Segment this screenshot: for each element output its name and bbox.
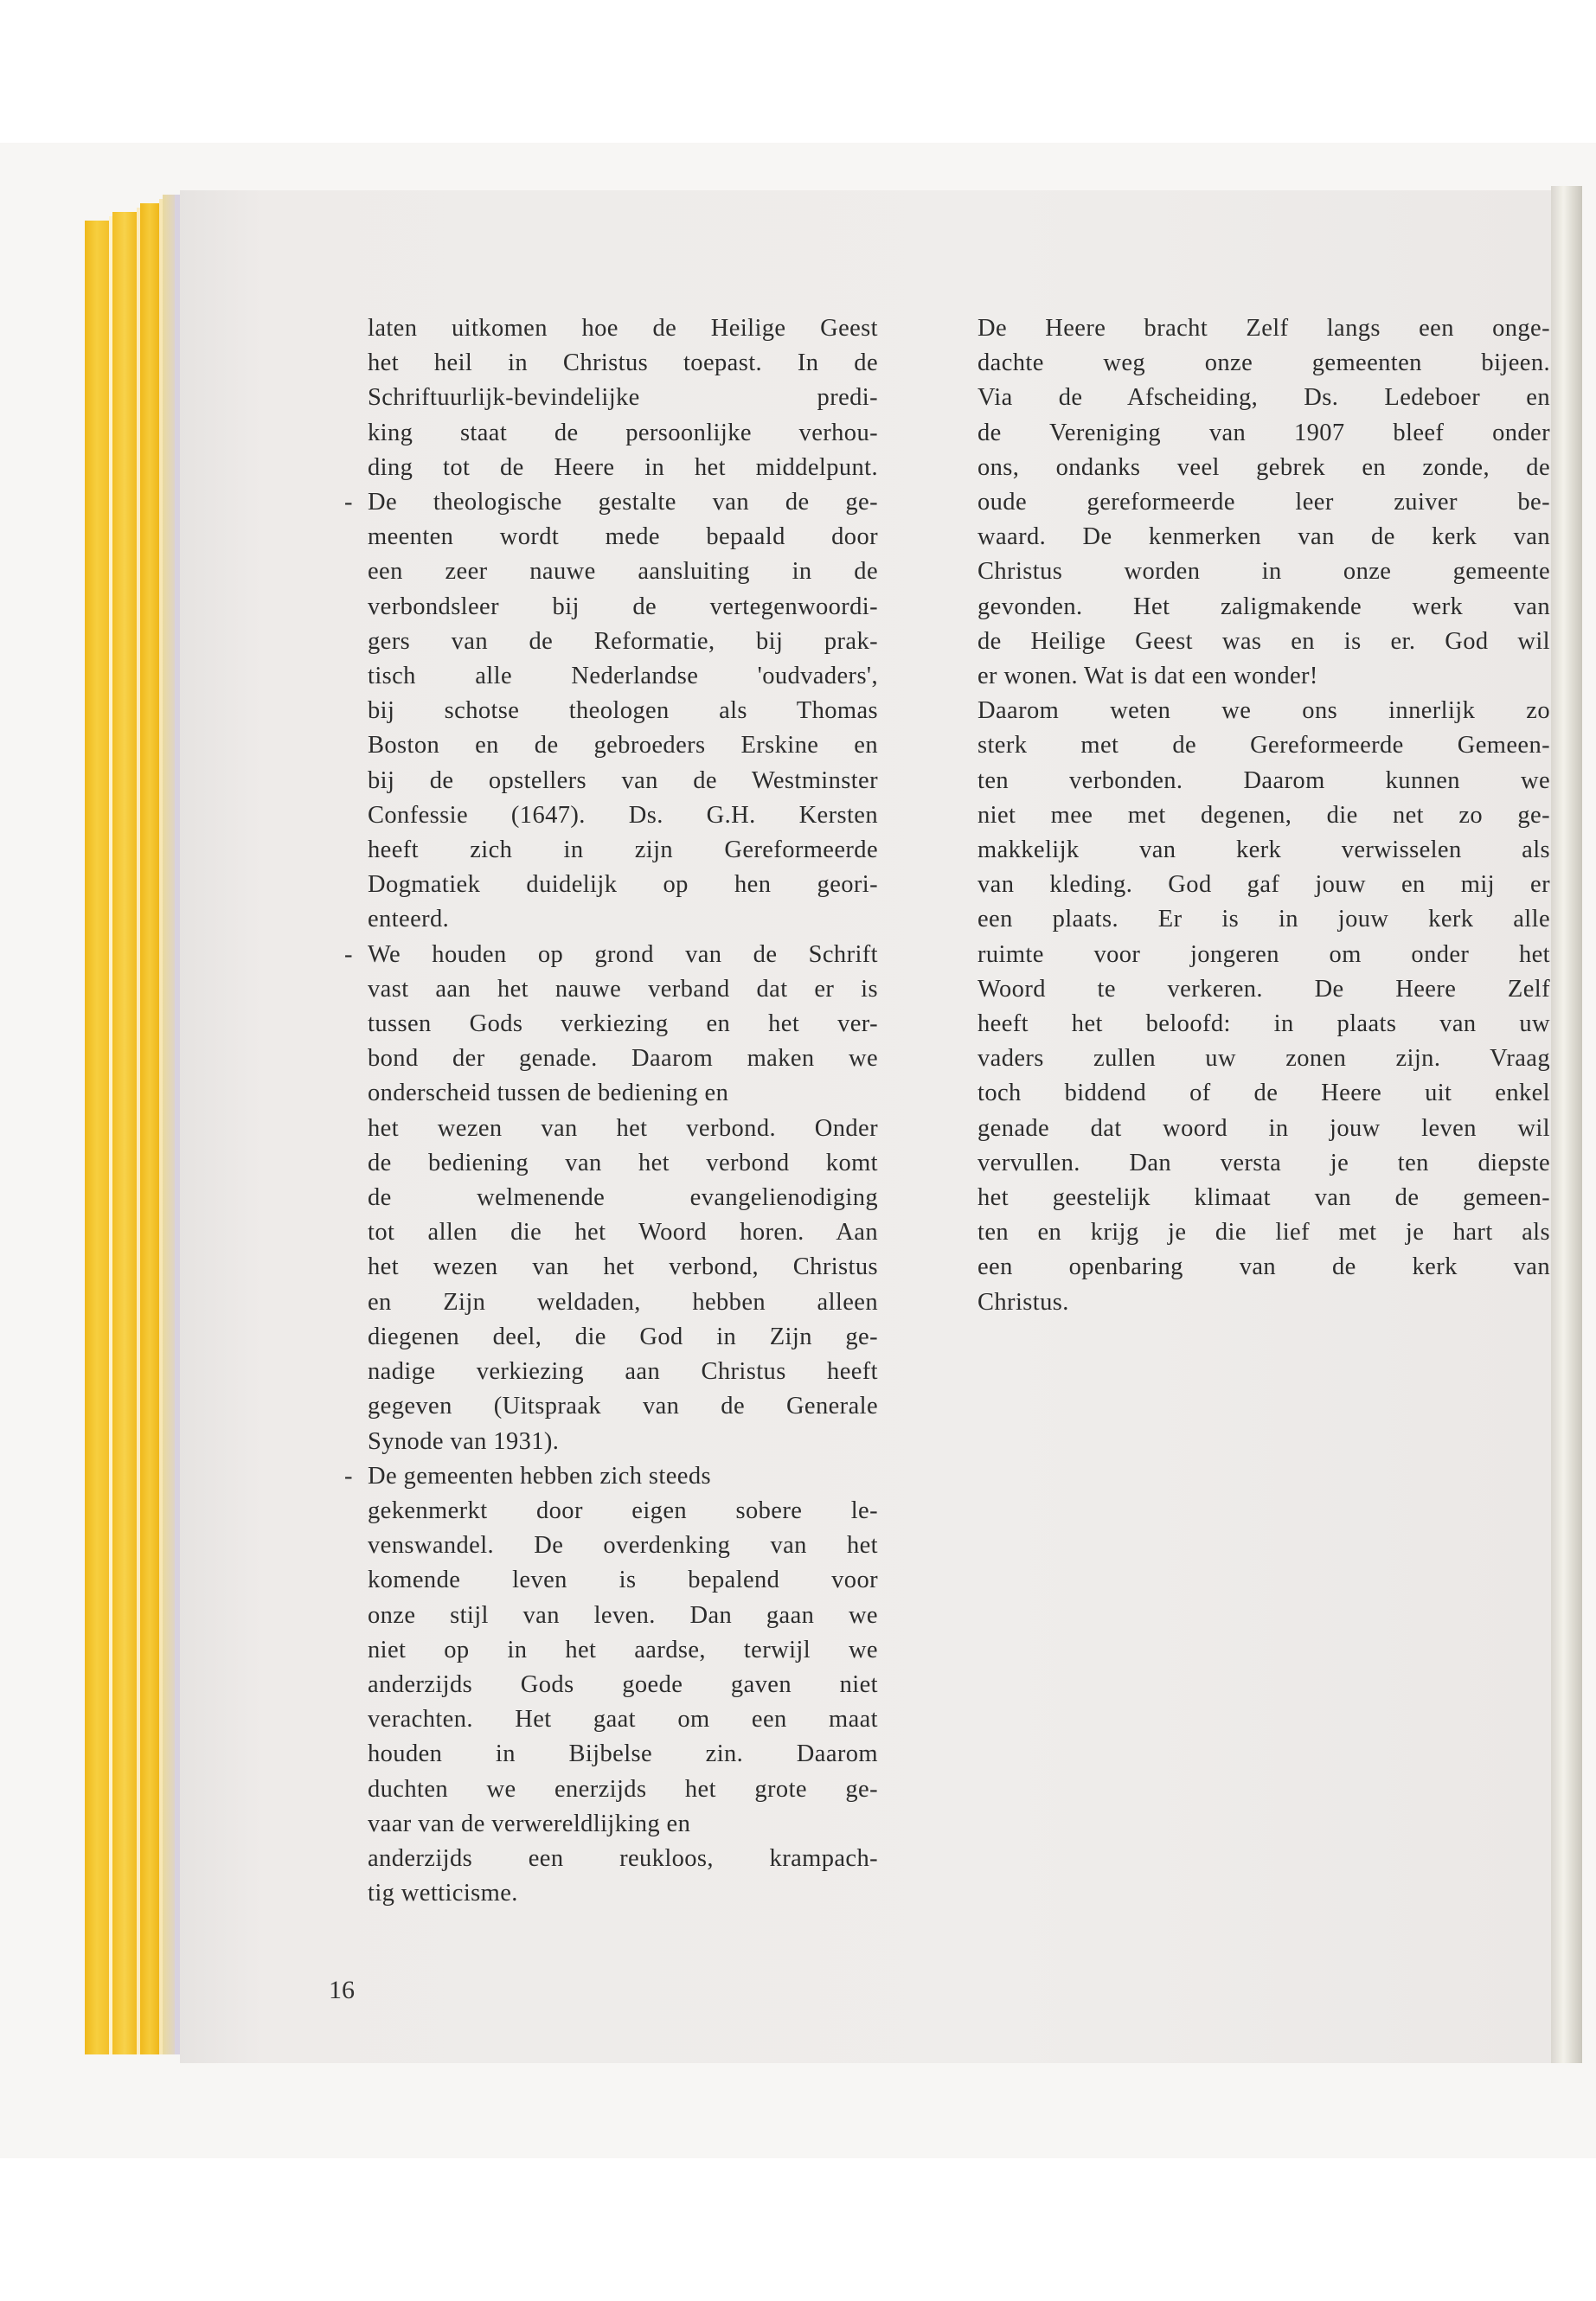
- text-line: [368, 590, 878, 625]
- text-line: [344, 1459, 878, 1494]
- line-text: oude gereformeerde leer zuiver be-: [977, 489, 1550, 516]
- text-line: [977, 451, 1550, 485]
- text-line: [368, 798, 878, 833]
- line-text: vast aan het nauwe verband dat er is: [368, 975, 878, 1003]
- text-line: [368, 1181, 878, 1215]
- text-line: [977, 798, 1550, 833]
- line-text: heeft zich in zijn Gereformeerde: [368, 836, 878, 864]
- line-text: gegeven (Uitspraak van de Generale: [368, 1393, 878, 1420]
- text-line: [368, 311, 878, 346]
- line-text: De gemeenten hebben zich steeds: [368, 1462, 711, 1490]
- line-text: We houden op grond van de Schrift: [368, 940, 878, 968]
- text-line: [977, 381, 1550, 415]
- line-text: ten verbonden. Daarom kunnen we: [977, 766, 1550, 794]
- text-line: [368, 694, 878, 728]
- text-line: [344, 938, 878, 972]
- line-text: de Heilige Geest was en is er. God wil: [977, 627, 1550, 655]
- line-text: niet op in het aardse, terwijl we: [368, 1636, 878, 1663]
- list-dash: -: [344, 489, 353, 516]
- text-line: [977, 694, 1550, 728]
- line-text: tussen Gods verkiezing en het ver-: [368, 1010, 878, 1038]
- line-text: De Heere bracht Zelf langs een onge-: [977, 315, 1550, 342]
- page-edge: [140, 203, 159, 2054]
- line-text: de bediening van het verbond komt: [368, 1149, 878, 1176]
- text-line: [977, 485, 1550, 520]
- line-text: vervullen. Dan versta je ten diepste: [977, 1149, 1550, 1176]
- text-line: [368, 625, 878, 659]
- text-line: [977, 659, 1550, 694]
- line-text: enteerd.: [368, 906, 450, 933]
- text-line: [368, 1807, 878, 1842]
- text-line: [368, 520, 878, 554]
- page-edge: [163, 195, 175, 2054]
- text-line: [977, 311, 1550, 346]
- right-text-column: [977, 311, 1550, 1320]
- line-text: ding tot de Heere in het middelpunt.: [368, 453, 878, 481]
- text-line: [977, 902, 1550, 937]
- line-text: laten uitkomen hoe de Heilige Geest: [368, 315, 878, 342]
- line-text: tot allen die het Woord horen. Aan: [368, 1219, 878, 1247]
- line-text: Confessie (1647). Ds. G.H. Kersten: [368, 801, 878, 829]
- text-line: [977, 938, 1550, 972]
- text-line: [977, 868, 1550, 902]
- line-text: genade dat woord in jouw leven wil: [977, 1114, 1550, 1142]
- line-text: komende leven is bepalend voor: [368, 1567, 878, 1594]
- list-dash: -: [344, 940, 353, 968]
- text-line: [977, 728, 1550, 763]
- line-text: ruimte voor jongeren om onder het: [977, 940, 1550, 968]
- line-text: makkelijk van kerk verwisselen als: [977, 836, 1550, 864]
- line-text: toch biddend of de Heere uit enkel: [977, 1080, 1550, 1107]
- line-text: het wezen van het verbond, Christus: [368, 1253, 878, 1281]
- text-line: [368, 1355, 878, 1389]
- line-text: dachte weg onze gemeenten bijeen.: [977, 349, 1550, 377]
- text-line: [368, 659, 878, 694]
- text-line: [368, 1494, 878, 1529]
- text-line: [368, 1007, 878, 1042]
- text-line: [977, 1112, 1550, 1146]
- text-line: [368, 1320, 878, 1355]
- line-text: Schriftuurlijk-bevindelijke predi-: [368, 384, 878, 412]
- line-text: Boston en de gebroeders Erskine en: [368, 732, 878, 760]
- text-line: [368, 902, 878, 937]
- text-line: [368, 972, 878, 1007]
- book-page-edges: [85, 195, 180, 2063]
- line-text: Christus worden in onze gemeente: [977, 558, 1550, 586]
- text-line: [368, 1599, 878, 1633]
- text-line: [368, 728, 878, 763]
- text-line: [368, 1285, 878, 1320]
- text-line: [368, 1250, 878, 1285]
- page-edge: [85, 221, 109, 2054]
- line-text: waard. De kenmerken van de kerk van: [977, 523, 1550, 551]
- text-line: [977, 972, 1550, 1007]
- line-text: bij de opstellers van de Westminster: [368, 766, 878, 794]
- line-text: nadige verkiezing aan Christus heeft: [368, 1358, 878, 1386]
- text-line: [368, 833, 878, 868]
- text-line: [977, 554, 1550, 589]
- text-line: [368, 764, 878, 798]
- line-text: van kleding. God gaf jouw en mij er: [977, 871, 1550, 899]
- text-line: [977, 1250, 1550, 1285]
- text-line: [977, 1076, 1550, 1111]
- text-line: [977, 520, 1550, 554]
- text-line: [977, 1146, 1550, 1181]
- line-text: De theologische gestalte van de ge-: [368, 489, 878, 516]
- line-text: het wezen van het verbond. Onder: [368, 1114, 878, 1142]
- line-text: een openbaring van de kerk van: [977, 1253, 1550, 1281]
- text-line: [368, 1146, 878, 1181]
- line-text: verachten. Het gaat om een maat: [368, 1706, 878, 1734]
- line-text: Daarom weten we ons innerlijk zo: [977, 697, 1550, 725]
- text-line: [368, 1389, 878, 1424]
- line-text: verbondsleer bij de vertegenwoordi-: [368, 593, 878, 620]
- line-text: Woord te verkeren. De Heere Zelf: [977, 975, 1550, 1003]
- line-text: venswandel. De overdenking van het: [368, 1532, 878, 1560]
- line-text: diegenen deel, die God in Zijn ge-: [368, 1323, 878, 1350]
- line-text: Christus.: [977, 1288, 1069, 1316]
- text-line: [368, 1876, 878, 1911]
- line-text: het geestelijk klimaat van de gemeen-: [977, 1184, 1550, 1212]
- line-text: tig wetticisme.: [368, 1880, 518, 1907]
- line-text: duchten we enerzijds het grote ge-: [368, 1775, 878, 1803]
- line-text: bij schotse theologen als Thomas: [368, 697, 878, 725]
- text-line: [368, 1668, 878, 1702]
- line-text: king staat de persoonlijke verhou-: [368, 419, 878, 446]
- page-number: 16: [329, 1976, 355, 2004]
- line-text: een plaats. Er is in jouw kerk alle: [977, 906, 1550, 933]
- line-text: de welmenende evangelienodiging: [368, 1184, 878, 1212]
- line-text: de Vereniging van 1907 bleef onder: [977, 419, 1550, 446]
- text-line: [368, 1076, 878, 1111]
- text-line: [344, 485, 878, 520]
- text-line: [368, 1702, 878, 1737]
- text-line: [368, 1633, 878, 1668]
- text-line: [977, 1007, 1550, 1042]
- page-edge: [112, 212, 137, 2054]
- line-text: en Zijn weldaden, hebben alleen: [368, 1288, 878, 1316]
- text-line: [368, 381, 878, 415]
- text-line: [977, 833, 1550, 868]
- text-line: [977, 625, 1550, 659]
- text-line: [368, 1563, 878, 1598]
- facing-page-edge: [1551, 186, 1582, 2063]
- line-text: Dogmatiek duidelijk op hen geori-: [368, 871, 878, 899]
- line-text: het heil in Christus toepast. In de: [368, 349, 878, 377]
- line-text: ons, ondanks veel gebrek en zonde, de: [977, 453, 1550, 481]
- list-dash: -: [344, 1462, 353, 1490]
- line-text: houden in Bijbelse zin. Daarom: [368, 1740, 878, 1768]
- line-text: heeft het beloofd: in plaats van uw: [977, 1010, 1550, 1038]
- text-line: [368, 416, 878, 451]
- text-line: [977, 416, 1550, 451]
- text-line: [368, 1042, 878, 1076]
- text-line: [368, 554, 878, 589]
- text-line: [977, 1215, 1550, 1250]
- text-line: [368, 1112, 878, 1146]
- line-text: een zeer nauwe aansluiting in de: [368, 558, 878, 586]
- text-line: [977, 764, 1550, 798]
- line-text: Via de Afscheiding, Ds. Ledeboer en: [977, 384, 1550, 412]
- line-text: vaders zullen uw zonen zijn. Vraag: [977, 1045, 1550, 1073]
- text-line: [368, 451, 878, 485]
- line-text: er wonen. Wat is dat een wonder!: [977, 663, 1318, 690]
- line-text: gevonden. Het zaligmakende werk van: [977, 593, 1550, 620]
- line-text: Synode van 1931).: [368, 1427, 560, 1455]
- line-text: vaar van de verwereldlijking en: [368, 1810, 691, 1837]
- text-line: [977, 1042, 1550, 1076]
- left-text-column: [344, 311, 878, 1911]
- text-line: [977, 590, 1550, 625]
- text-line: [977, 1181, 1550, 1215]
- text-line: [368, 1425, 878, 1459]
- text-line: [977, 346, 1550, 381]
- line-text: bond der genade. Daarom maken we: [368, 1045, 878, 1073]
- line-text: anderzijds een reukloos, krampach-: [368, 1844, 878, 1872]
- text-line: [368, 1215, 878, 1250]
- line-text: tisch alle Nederlandse 'oudvaders',: [368, 663, 878, 690]
- line-text: meenten wordt mede bepaald door: [368, 523, 878, 551]
- line-text: gekenmerkt door eigen sobere le-: [368, 1497, 878, 1524]
- text-line: [368, 1842, 878, 1876]
- text-line: [368, 1737, 878, 1772]
- text-line: [977, 1285, 1550, 1320]
- text-line: [368, 1529, 878, 1563]
- line-text: niet mee met degenen, die net zo ge-: [977, 801, 1550, 829]
- text-line: [368, 1772, 878, 1807]
- line-text: anderzijds Gods goede gaven niet: [368, 1670, 878, 1698]
- line-text: sterk met de Gereformeerde Gemeen-: [977, 732, 1550, 760]
- line-text: onze stijl van leven. Dan gaan we: [368, 1601, 878, 1629]
- line-text: onderscheid tussen de bediening en: [368, 1080, 729, 1107]
- text-line: [368, 346, 878, 381]
- line-text: ten en krijg je die lief met je hart als: [977, 1219, 1550, 1247]
- line-text: gers van de Reformatie, bij prak-: [368, 627, 878, 655]
- text-line: [368, 868, 878, 902]
